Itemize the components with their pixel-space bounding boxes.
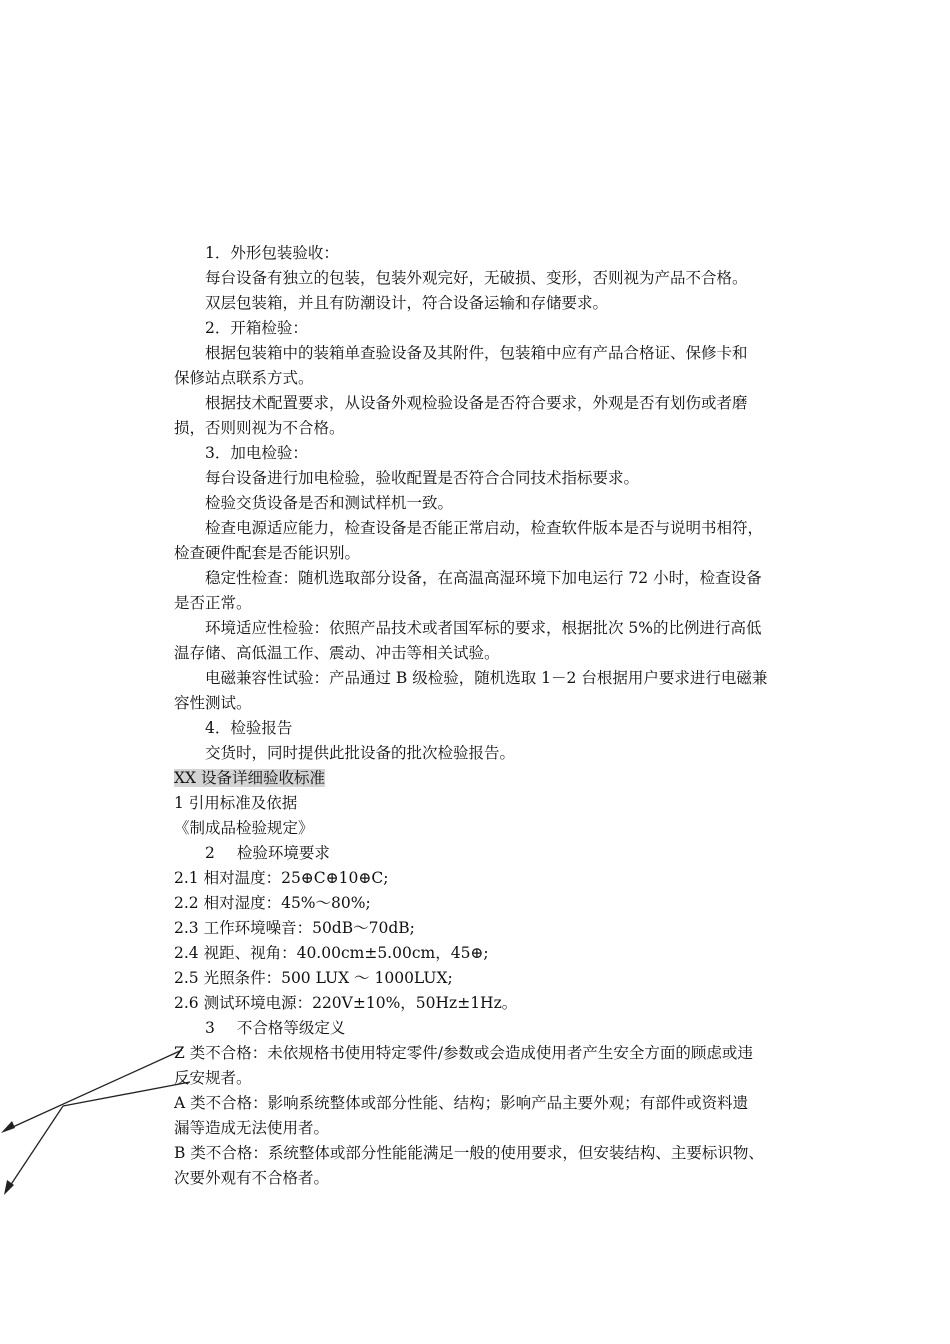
paragraph-text: 根据技术配置要求，从设备外观检验设备是否符合要求，外观是否有划伤或者磨 — [205, 394, 748, 412]
paragraph-text: 检查电源适应能力，检查设备是否能正常启动，检查软件版本是否与说明书相符， — [205, 519, 764, 537]
arrow-lines — [4, 1050, 190, 1192]
paragraph-text: 每台设备进行加电检验，验收配置是否符合合同技术指标要求。 — [205, 469, 640, 487]
section-number: 3 — [205, 1019, 215, 1037]
defect-a-line: 漏等造成无法使用者。 — [174, 1119, 330, 1137]
paragraph-text: 容性测试。 — [174, 694, 252, 712]
section-title: 不合格等级定义 — [236, 1019, 346, 1037]
section-heading-packaging: 1．外形包装验收： — [205, 244, 339, 262]
env-item: 2.5 光照条件：500 LUX ～ 1000LUX; — [174, 969, 453, 987]
env-item: 2.6 测试环境电源：220V±10%，50Hz±1Hz。 — [174, 994, 518, 1012]
paragraph-text: 检验交货设备是否和测试样机一致。 — [205, 494, 454, 512]
paragraph-text: 损，否则则视为不合格。 — [174, 419, 345, 437]
defect-b-line: B 类不合格：系统整体或部分性能能满足一般的使用要求，但安装结构、主要标识物、 — [174, 1144, 764, 1162]
defect-z-line: 反安规者。 — [174, 1069, 252, 1087]
paragraph-text: 保修站点联系方式。 — [174, 369, 314, 387]
paragraph-text: 检查硬件配套是否能识别。 — [174, 544, 361, 562]
arrow-line — [6, 1106, 63, 1192]
reference-document: 《制成品检验规定》 — [174, 819, 314, 837]
env-item: 2.2 相对湿度：45%～80%; — [174, 894, 371, 912]
paragraph-text: 电磁兼容性试验：产品通过 B 级检验，随机选取 1－2 台根据用户要求进行电磁兼 — [205, 669, 768, 687]
section-heading-references: 1 引用标准及依据 — [174, 794, 298, 812]
section-heading-unboxing: 2．开箱检验： — [205, 319, 308, 337]
paragraph-text: 双层包装箱，并且有防潮设计，符合设备运输和存储要求。 — [205, 294, 609, 312]
defect-b-line: 次要外观有不合格者。 — [174, 1169, 330, 1187]
section-title: 检验环境要求 — [236, 844, 330, 862]
section-heading-power-test: 3．加电检验： — [205, 444, 308, 462]
highlighted-title: XX 设备详细验收标准 — [174, 769, 325, 787]
arrow-line — [63, 1082, 190, 1106]
arrowheads — [1, 1121, 15, 1195]
env-item: 2.4 视距、视角：40.00cm±5.00cm，45⊕; — [174, 944, 489, 962]
paragraph-text: 根据包装箱中的装箱单查验设备及其附件，包装箱中应有产品合格证、保修卡和 — [205, 344, 748, 362]
paragraph-text: 环境适应性检验：依照产品技术或者国军标的要求，根据批次 5%的比例进行高低 — [205, 619, 762, 637]
paragraph-text: 是否正常。 — [174, 594, 252, 612]
section-heading-report: 4．检验报告 — [205, 719, 293, 737]
env-item: 2.3 工作环境噪音：50dB～70dB; — [174, 919, 415, 937]
arrowhead-icon — [1, 1121, 15, 1133]
defect-z-line: Z 类不合格：未依规格书使用特定零件/参数或会造成使用者产生安全方面的顾虑或违 — [174, 1044, 753, 1062]
arrow-line — [4, 1050, 182, 1131]
env-item: 2.1 相对温度：25⊕C⊕10⊕C; — [174, 869, 389, 887]
defect-a-line: A 类不合格：影响系统整体或部分性能、结构；影响产品主要外观；有部件或资料遗 — [174, 1094, 749, 1112]
paragraph-text: 交货时，同时提供此批设备的批次检验报告。 — [205, 744, 516, 762]
paragraph-text: 稳定性检查：随机选取部分设备，在高温高湿环境下加电运行 72 小时，检查设备 — [205, 569, 762, 587]
paragraph-text: 温存储、高低温工作、震动、冲击等相关试验。 — [174, 644, 500, 662]
section-number: 2 — [205, 844, 215, 862]
paragraph-text: 每台设备有独立的包装，包装外观完好，无破损、变形，否则视为产品不合格。 — [205, 269, 748, 287]
